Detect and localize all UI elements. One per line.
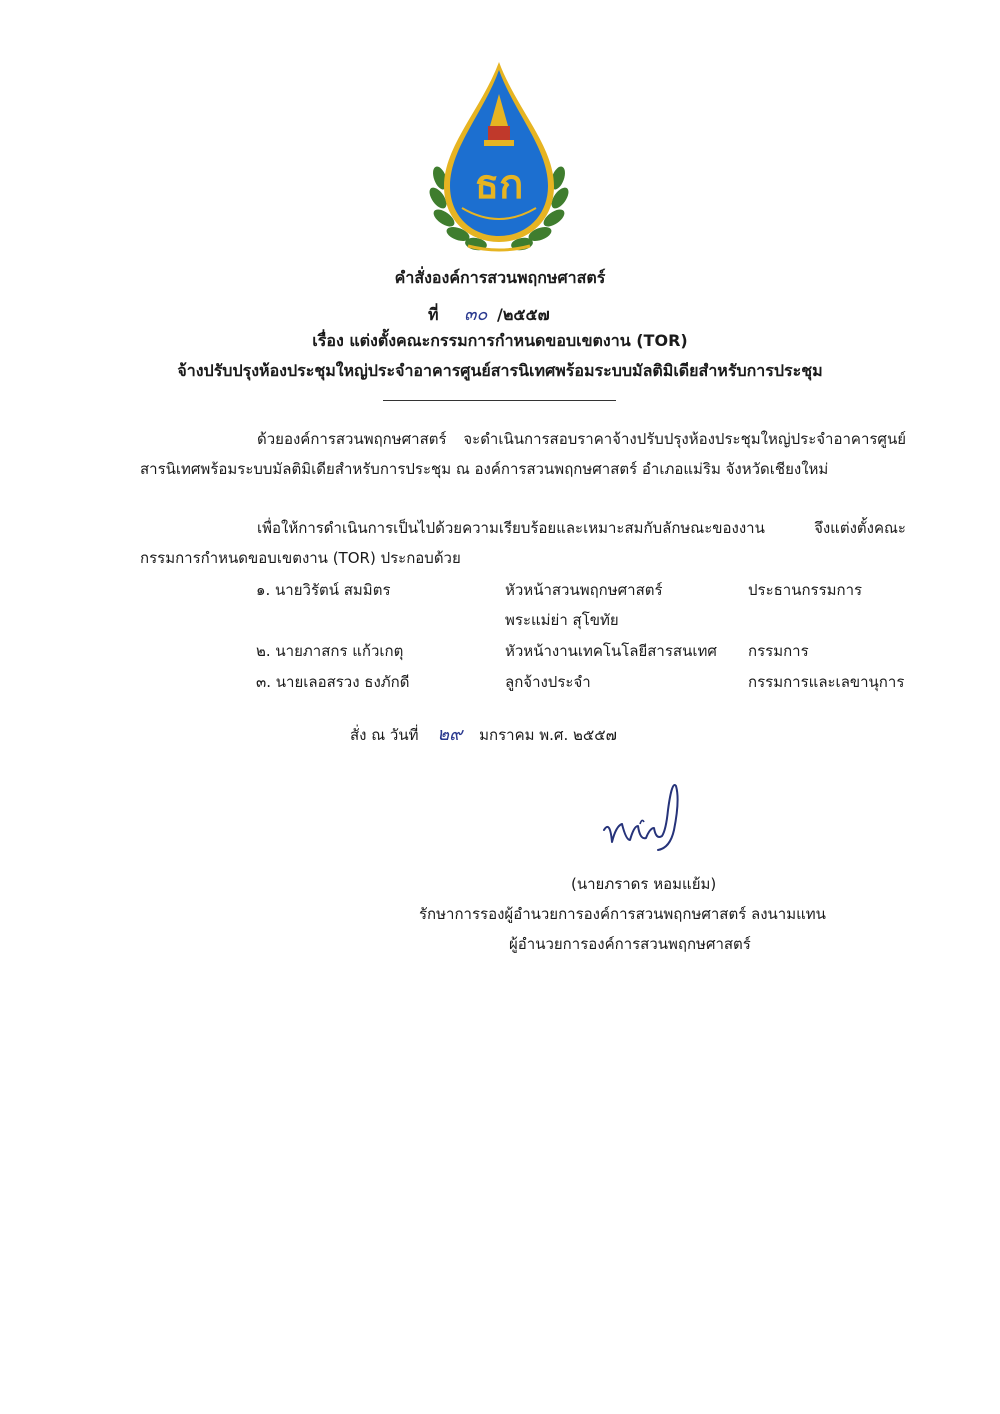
- handwritten-signature: [596, 770, 692, 866]
- member-2-position: หัวหน้างานเทคโนโลยีสารสนเทศ: [505, 642, 717, 660]
- subject-line-1: เรื่อง แต่งตั้งคณะกรรมการกำหนดขอบเขตงาน (TOR): [312, 331, 688, 350]
- subject-line-2: จ้างปรับปรุงห้องประชุมใหญ่ประจำอาคารศูนย์สารนิเทศพร้อมระบบมัลติมิเดียสำหรับการประชุม: [177, 361, 823, 380]
- member-1-role: ประธานกรรมการ: [748, 581, 863, 599]
- member-3-name: ๓. นายเลอสรวง ธงภักดี: [256, 673, 410, 691]
- order-number-label: ที่: [428, 305, 439, 324]
- order-date-line: [350, 719, 617, 748]
- order-number-handwritten: ๓๐: [464, 304, 488, 325]
- order-number-year: /๒๕๕๗: [497, 305, 550, 324]
- botanic-garden-emblem-icon: [428, 58, 570, 254]
- svg-text:ธก: ธก: [474, 161, 524, 208]
- signatory-title-1: รักษาการรองผู้อำนวยการองค์การสวนพฤกษศาสตร์ ลงนามแทน: [419, 905, 826, 923]
- order-date-rest: มกราคม พ.ศ. ๒๕๕๗: [479, 726, 617, 744]
- member-2-name: ๒. นายภาสกร แก้วเกตุ: [256, 642, 404, 660]
- member-1-position-cont: พระแม่ย่า สุโขทัย: [505, 611, 619, 629]
- order-date-prefix: สั่ง ณ วันที่: [350, 726, 419, 744]
- order-date-day-handwritten: ๒๙: [437, 724, 463, 745]
- body-paragraph-2: เพื่อให้การดำเนินการเป็นไปด้วยความเรียบร้อยและเหมาะสมกับลักษณะของงาน จึงแต่งตั้งคณะกรรมการกำหนดขอบเขตงาน (TOR) ประกอบด้วย: [140, 519, 906, 567]
- body-paragraph-1: ด้วยองค์การสวนพฤกษศาสตร์ จะดำเนินการสอบราคาจ้างปรับปรุงห้องประชุมใหญ่ประจำอาคารศูนย์สารนิเทศพร้อมระบบมัลติมิเดียสำหรับการประชุม ณ องค์การสวนพฤกษศาสตร์ อำเภอแม่ริม จังหวัดเชียงใหม่: [140, 430, 906, 478]
- member-1-name: ๑. นายวิรัตน์ สมมิตร: [256, 581, 391, 599]
- member-2-role: กรรมการ: [748, 642, 809, 660]
- signatory-name: (นายภราดร หอมแย้ม): [571, 875, 717, 893]
- document-title: คำสั่งองค์การสวนพฤกษศาสตร์: [394, 268, 606, 287]
- member-3-position: ลูกจ้างประจำ: [505, 673, 591, 691]
- header-divider: [383, 400, 616, 401]
- member-1-position: หัวหน้าสวนพฤกษศาสตร์: [505, 581, 663, 599]
- member-3-role: กรรมการและเลขานุการ: [748, 673, 905, 691]
- signatory-title-2: ผู้อำนวยการองค์การสวนพฤกษศาสตร์: [509, 935, 751, 953]
- order-number-line: [428, 299, 550, 328]
